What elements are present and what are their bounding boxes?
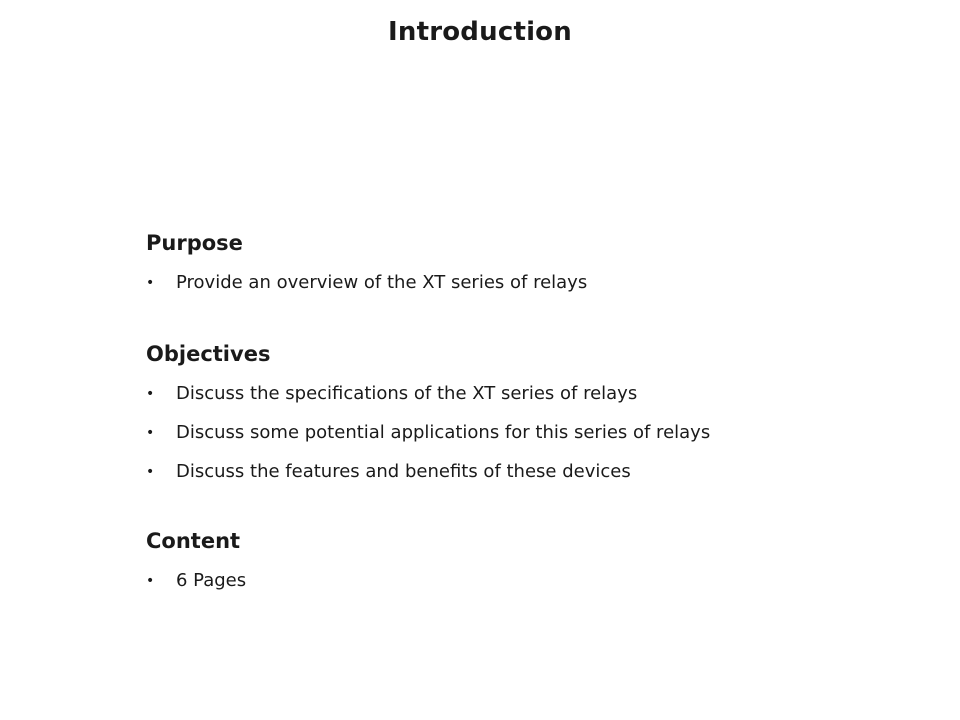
section-heading-objectives: Objectives [146,342,271,366]
list-item [146,271,866,295]
bullet-list-content [146,569,866,593]
list-item [146,569,866,593]
list-item-text: Discuss the features and benefits of these devices [176,461,631,482]
list-item [146,421,866,445]
bullet-icon: • [146,573,155,589]
list-item-text: 6 Pages [176,570,247,591]
list-item-text: Discuss the specifications of the XT series of relays [176,383,638,404]
bullet-icon: • [146,425,155,441]
bullet-icon: • [146,386,155,402]
list-item [146,460,866,484]
section-heading-purpose: Purpose [146,231,243,255]
section-objectives [146,340,866,484]
section-heading-content: Content [146,529,241,553]
bullet-list-purpose [146,271,866,295]
bullet-list-objectives [146,382,866,484]
list-item-text: Discuss some potential applications for this series of relays [176,422,711,443]
bullet-icon: • [146,275,155,291]
page-title: Introduction [388,17,572,47]
list-item [146,382,866,406]
section-content [146,527,866,593]
section-purpose [146,229,866,295]
bullet-icon: • [146,464,155,480]
list-item-text: Provide an overview of the XT series of relays [176,272,588,293]
